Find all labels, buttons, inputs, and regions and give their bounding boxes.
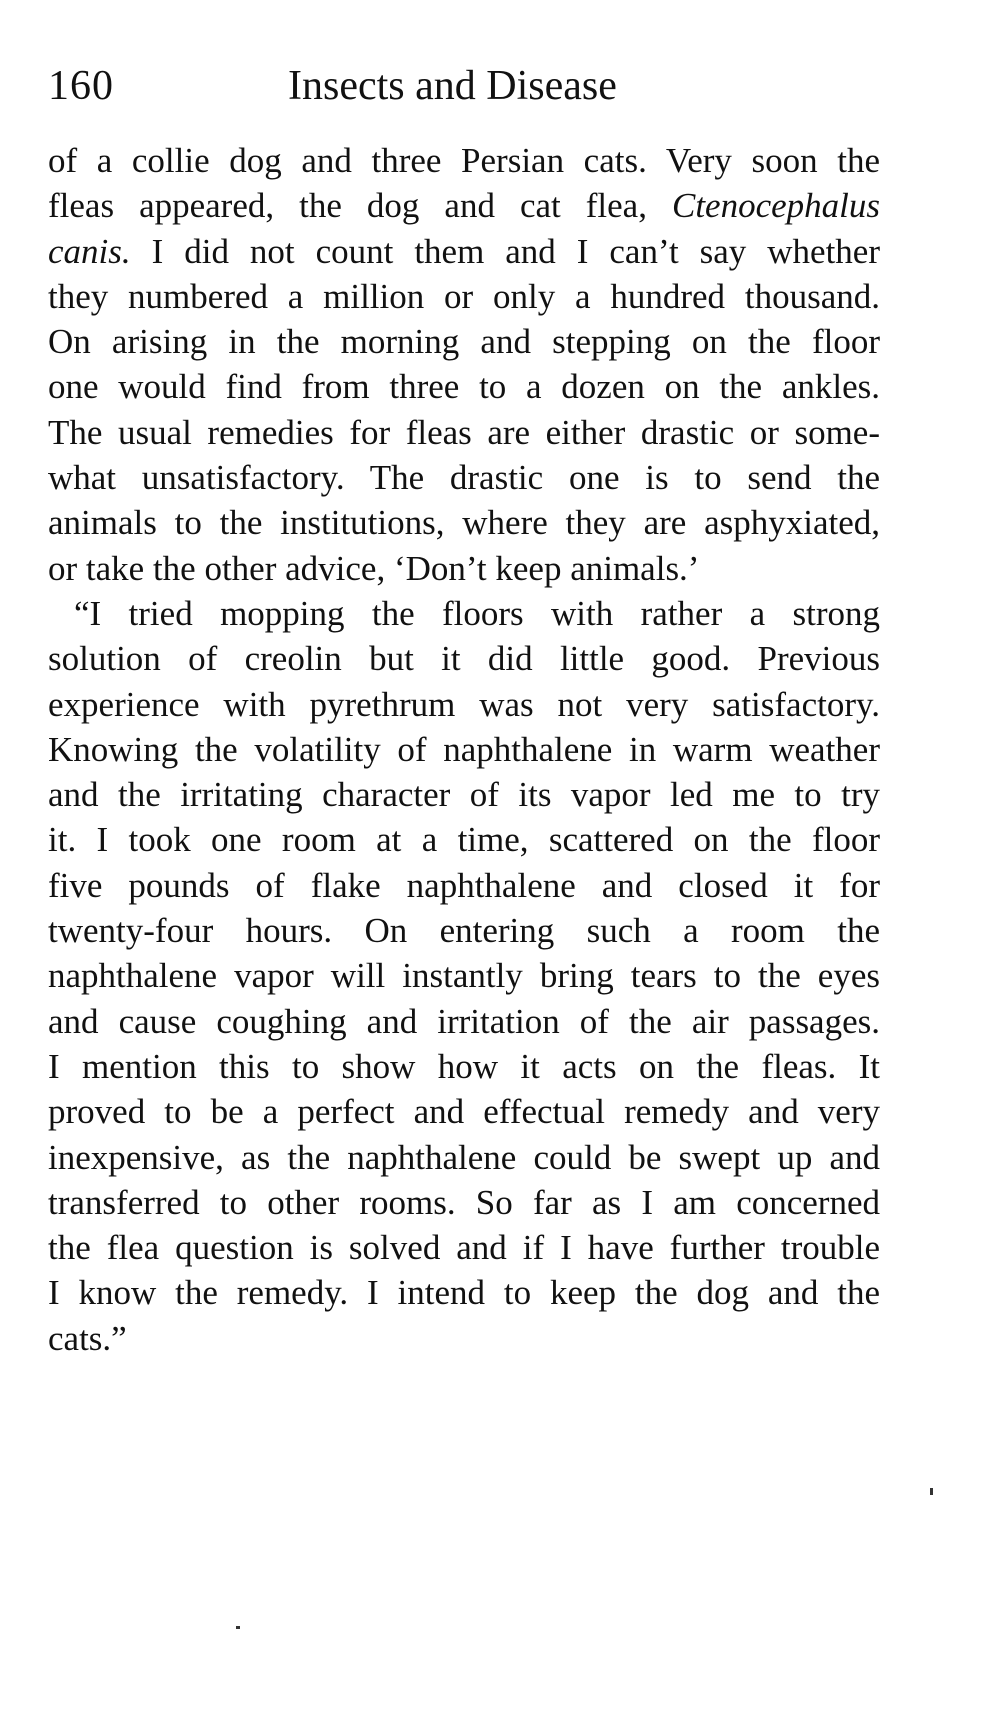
text-line: what unsatisfactory. The drastic one is to send the <box>48 458 880 498</box>
text-line: or take the other advice, ‘Don’t keep animals.’ <box>48 548 700 588</box>
scan-speck <box>236 1626 240 1629</box>
text-line: On arising in the morning and stepping on the floor <box>48 322 880 362</box>
text-line: naphthalene vapor will instantly bring tears to the eyes <box>48 956 880 996</box>
text-line: of a collie dog and three Persian cats. Very soon the <box>48 141 880 180</box>
text-line: I mention this to show how it acts on the fleas. It <box>48 1046 880 1086</box>
text-line: The usual remedies for fleas are either drastic or some- <box>48 412 880 452</box>
body-text <box>48 138 880 1361</box>
species-name-italic: canis. <box>48 231 131 271</box>
species-name-italic: Ctenocephalus <box>671 186 880 226</box>
paragraph-start-line: “I tried mopping the floors with rather a strong <box>74 593 880 633</box>
text-span: I did not count them and I can’t say whether <box>130 231 880 271</box>
text-line: it. I took one room at a time, scattered on the floor <box>48 820 880 860</box>
page-header <box>48 62 880 122</box>
text-line: the flea question is solved and if I have further trouble <box>48 1228 880 1268</box>
text-line: twenty-four hours. On entering such a room the <box>48 911 880 951</box>
text-line: experience with pyrethrum was not very satisfactory. <box>48 684 880 724</box>
text-line: animals to the institutions, where they are asphyxiated, <box>48 503 880 543</box>
text-line: and the irritating character of its vapor led me to try <box>48 775 880 815</box>
text-span: fleas appeared, the dog and cat flea, <box>48 186 647 226</box>
text-line: one would find from three to a dozen on the ankles. <box>48 367 880 407</box>
text-line: proved to be a perfect and effectual remedy and very <box>48 1092 880 1132</box>
scan-speck <box>930 1488 933 1495</box>
text-line: I know the remedy. I intend to keep the dog and the <box>48 1273 880 1313</box>
text-line: cats.” <box>48 1318 127 1358</box>
text-line: transferred to other rooms. So far as I am concerned <box>48 1182 880 1222</box>
text-line <box>48 183 880 228</box>
text-line <box>48 229 880 274</box>
running-title: Insects and Disease <box>288 63 617 109</box>
text-line: Knowing the volatility of naphthalene in warm weather <box>48 729 880 769</box>
text-line: solution of creolin but it did little good. Previous <box>48 639 880 679</box>
text-line: and cause coughing and irritation of the air passages. <box>48 1001 880 1041</box>
text-line: five pounds of flake naphthalene and closed it for <box>48 865 880 905</box>
page-number: 160 <box>48 63 114 109</box>
text-line: inexpensive, as the naphthalene could be swept up and <box>48 1137 880 1177</box>
text-line: they numbered a million or only a hundred thousand. <box>48 276 880 316</box>
